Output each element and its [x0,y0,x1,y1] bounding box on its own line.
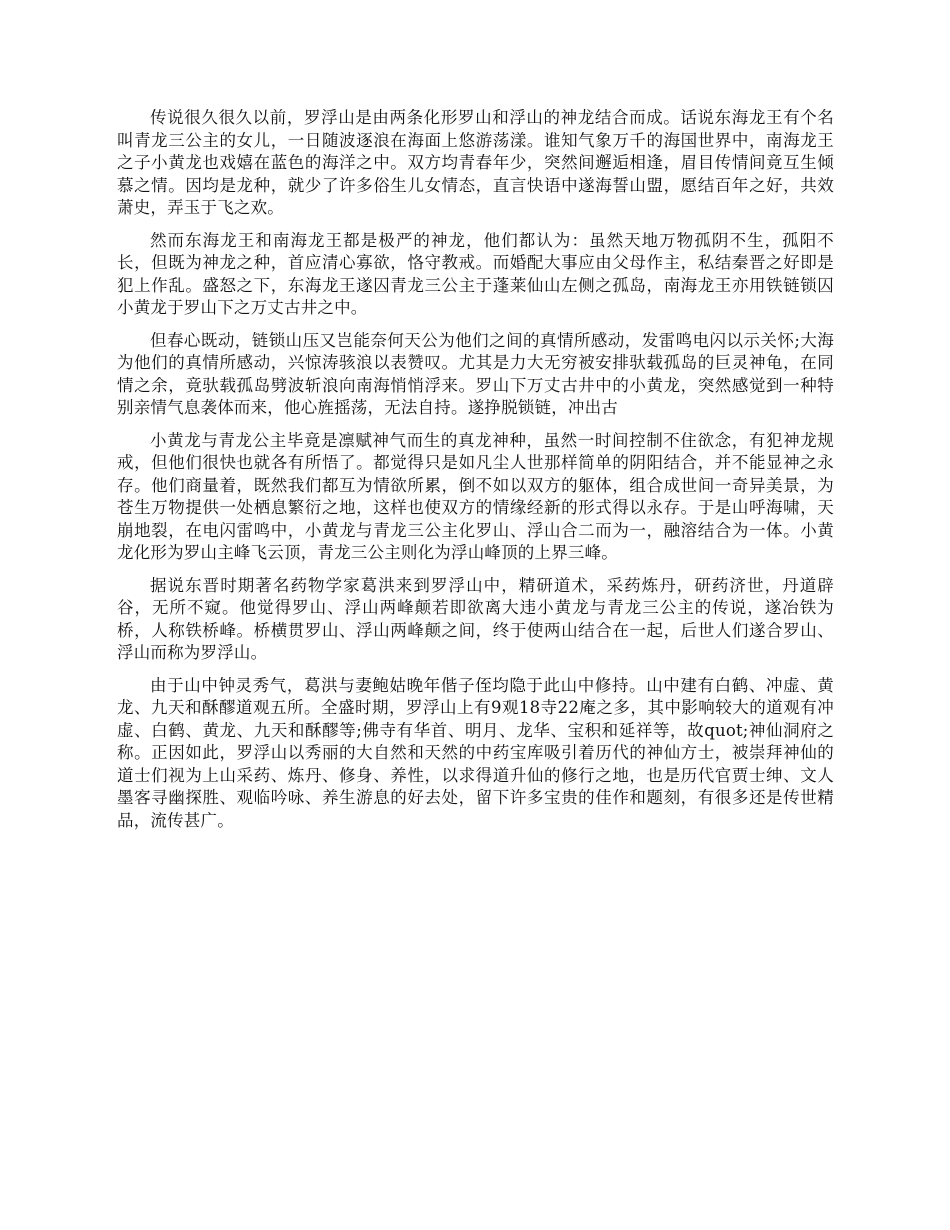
paragraph-4: 小黄龙与青龙公主毕竟是凛赋神气而生的真龙神种，虽然一时间控制不住欲念，有犯神龙规戒，但他们很快也就各有所悟了。都觉得只是如凡尘人世那样简单的阴阳结合，并不能显神之永存。他们商量着，既然我们都互为情欲所累，倒不如以双方的躯体，组合成世间一奇异美景，为苍生万物提供一处栖息繁衍之地，这样也使双方的情缘经新的形式得以永存。于是山呼海啸，天崩地裂，在电闪雷鸣中，小黄龙与青龙三公主化罗山、浮山合二而为一，融溶结合为一体。小黄龙化形为罗山主峰飞云顶，青龙三公主则化为浮山峰顶的上界三峰。 [117,430,834,562]
paragraph-1: 传说很久很久以前，罗浮山是由两条化形罗山和浮山的神龙结合而成。话说东海龙王有个名叫青龙三公主的女儿，一日随波逐浪在海面上悠游荡漾。谁知气象万千的海国世界中，南海龙王之子小黄龙也戏嬉在蓝色的海洋之中。双方均青春年少，突然间邂逅相逢，眉目传情间竟互生倾慕之情。因均是龙种，就少了许多俗生儿女情态，直言快语中遂海誓山盟，愿结百年之好，共效萧史，弄玉于飞之欢。 [117,108,834,217]
paragraph-3: 但春心既动，链锁山压又岂能奈何天公为他们之间的真情所感动，发雷鸣电闪以示关怀;大海为他们的真情所感动，兴惊涛骇浪以表赞叹。尤其是力大无穷被安排驮载孤岛的巨灵神龟，在同情之余，竟驮载孤岛劈波斩浪向南海悄悄浮来。罗山下万丈古井中的小黄龙，突然感觉到一种特别亲情气息袭体而来，他心旌摇荡，无法自持。遂挣脱锁链，冲出古 [117,330,834,417]
paragraph-5: 据说东晋时期著名药物学家葛洪来到罗浮山中，精研道术，采药炼丹，研药济世，丹道辟谷，无所不窥。他觉得罗山、浮山两峰颠若即欲离大违小黄龙与青龙三公主的传说，遂冶铁为桥，人称铁桥峰。桥横贯罗山、浮山两峰颠之间，终于使两山结合在一起，后世人们遂合罗山、浮山而称为罗浮山。 [117,575,834,662]
paragraph-2: 然而东海龙王和南海龙王都是极严的神龙，他们都认为：虽然天地万物孤阴不生，孤阳不长，但既为神龙之种，首应清心寡欲，恪守教戒。而婚配大事应由父母作主，私结秦晋之好即是犯上作乱。盛怒之下，东海龙王遂囚青龙三公主于蓬莱仙山左侧之孤岛，南海龙王亦用铁链锁囚小黄龙于罗山下之万丈古井之中。 [117,230,834,317]
document-body [117,107,834,842]
paragraph-6: 由于山中钟灵秀气，葛洪与妻鲍姑晚年偕子侄均隐于此山中修持。山中建有白鹤、冲虚、黄龙、九天和酥醪道观五所。全盛时期，罗浮山上有9观18寺22庵之多，其中影响较大的道观有冲虚、白鹤、黄龙、九天和酥醪等;佛寺有华首、明月、龙华、宝积和延祥等，故quot;神仙洞府之称。正因如此，罗浮山以秀丽的大自然和天然的中药宝库吸引着历代的神仙方士，被崇拜神仙的道士们视为上山采药、炼丹、修身、养性，以求得道升仙的修行之地，也是历代官贾士绅、文人墨客寻幽探胜、观临吟咏、养生游息的好去处，留下许多宝贵的佳作和题刻，有很多还是传世精品，流传甚广。 [117,675,834,830]
